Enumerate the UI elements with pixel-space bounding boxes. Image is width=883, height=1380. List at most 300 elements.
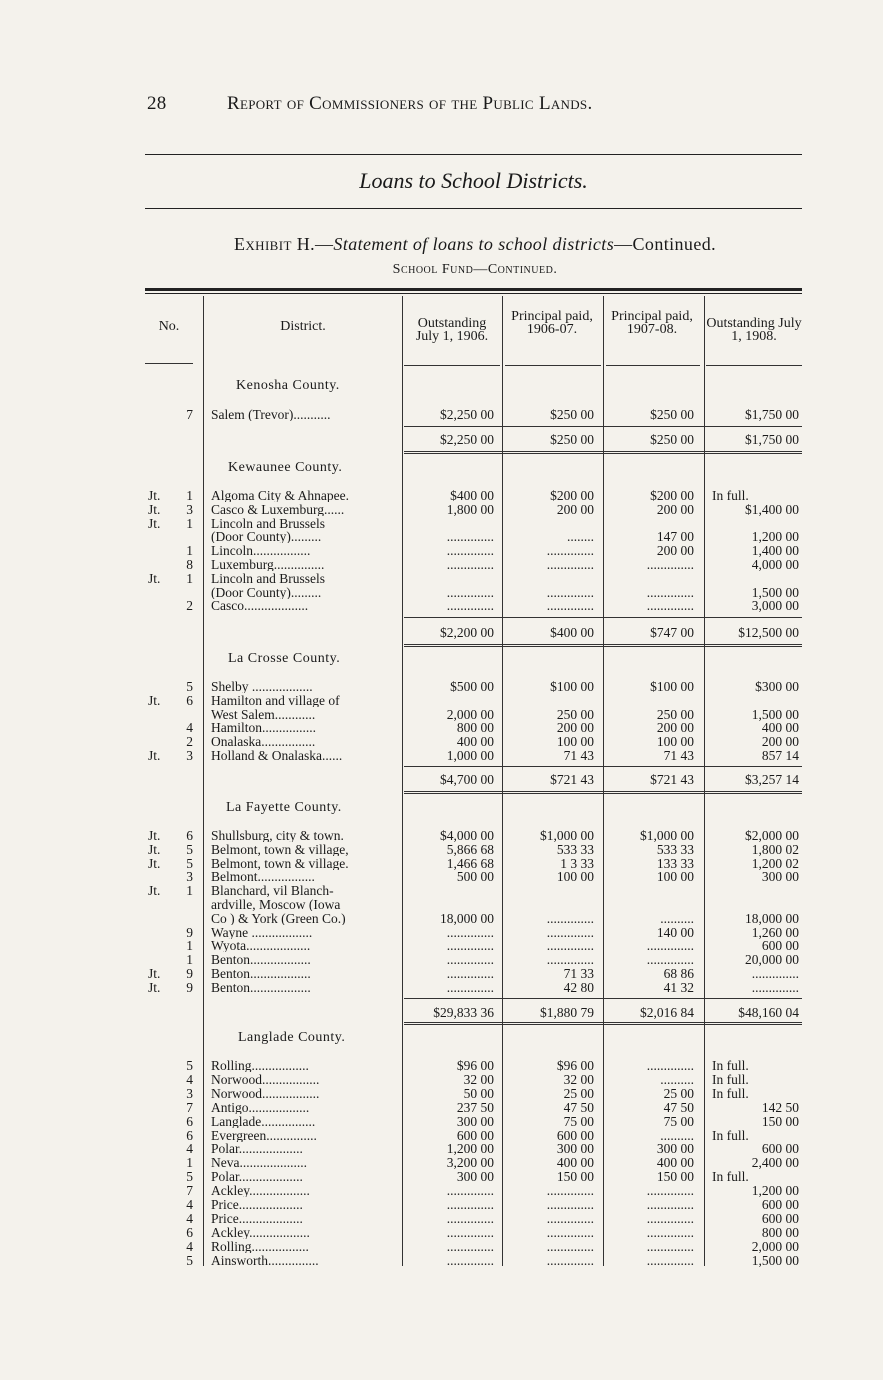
outstanding-1908-cell: 18,000 00 — [745, 910, 799, 926]
outstanding-1906-cell: .............. — [446, 952, 494, 968]
district-name: Evergreen............... — [211, 1128, 317, 1142]
district-name: Benton.................. — [211, 967, 311, 980]
outstanding-1906-cell: $400 00 — [450, 488, 494, 503]
paid-1906-07-cell: 533 33 — [556, 841, 594, 857]
total-cell: $48,160 04 — [738, 1005, 799, 1020]
paid-1907-08-cell: $200 00 — [650, 488, 694, 503]
total-double-rule — [404, 791, 802, 794]
district-number: 7 — [186, 1099, 193, 1115]
district-name: Norwood................. — [211, 1072, 320, 1086]
outstanding-1906-cell: .............. — [446, 979, 494, 995]
district-name: Shullsburg, city & town. — [211, 829, 344, 842]
district-number: 4 — [186, 720, 193, 736]
paid-1906-07-cell: 100 00 — [556, 734, 594, 750]
district-name: Co ) & York (Green Co.) — [211, 911, 346, 925]
outstanding-1906-cell: 400 00 — [456, 734, 494, 750]
county-heading: La Fayette County. — [226, 800, 342, 815]
total-cell: $747 00 — [650, 625, 694, 640]
paid-1906-07-cell: 47 50 — [563, 1099, 594, 1115]
district-name: Hamilton and village of — [211, 693, 340, 707]
district-number: 6 — [186, 1224, 193, 1240]
outstanding-1908-cell: $1,400 00 — [745, 501, 799, 517]
joint-marker: Jt. — [148, 883, 161, 899]
total-cell: $1,880 79 — [540, 1005, 594, 1020]
total-cell: $4,700 00 — [440, 772, 494, 787]
header-district: District. — [280, 319, 326, 334]
paid-1907-08-cell: .............. — [646, 1197, 694, 1212]
header-paid-1906-07: Principal paid, 1906-07. — [511, 309, 593, 337]
paid-1906-07-cell: 100 00 — [556, 869, 594, 885]
paid-1906-07-cell: .............. — [546, 1197, 594, 1212]
paid-1907-08-cell: 200 00 — [656, 543, 694, 559]
district-name: ardville, Moscow (Iowa — [211, 898, 341, 911]
paid-1906-07-cell: $1,000 00 — [540, 828, 594, 843]
paid-1907-08-cell: .............. — [646, 598, 694, 614]
total-double-rule — [404, 644, 802, 647]
sum-rule — [404, 766, 802, 767]
district-number: 5 — [186, 1058, 193, 1073]
outstanding-1906-cell: 500 00 — [456, 869, 494, 885]
outstanding-1906-cell: 32 00 — [463, 1071, 494, 1087]
joint-marker: Jt. — [148, 979, 161, 995]
paid-1906-07-cell: 200 00 — [556, 720, 594, 736]
district-number: 3 — [186, 1085, 193, 1101]
district-number: 1 — [186, 952, 193, 968]
district-number: 4 — [186, 1071, 193, 1087]
district-name: Onalaska................ — [211, 735, 316, 749]
sum-rule — [404, 617, 802, 618]
county-heading: Kenosha County. — [236, 378, 340, 393]
joint-marker: Jt. — [148, 841, 161, 857]
outstanding-1908-cell: $1,750 00 — [745, 407, 799, 422]
district-number: 3 — [186, 869, 193, 885]
district-name: Belmont, town & village, — [211, 842, 349, 856]
outstanding-1908-cell: 2,400 00 — [751, 1155, 799, 1171]
outstanding-1906-cell: 800 00 — [456, 720, 494, 736]
outstanding-1908-cell: 150 00 — [761, 1113, 799, 1129]
outstanding-1908-cell: 800 00 — [761, 1224, 799, 1240]
outstanding-1908-cell: 857 14 — [761, 748, 799, 763]
column-divider — [704, 296, 705, 1266]
exhibit-suffix: —Continued. — [614, 234, 717, 254]
paid-1907-08-cell: .............. — [646, 584, 694, 600]
district-number: 7 — [186, 407, 193, 422]
paid-1907-08-cell: 47 50 — [663, 1099, 694, 1115]
outstanding-1908-cell: $2,000 00 — [745, 828, 799, 843]
paid-1907-08-cell: 200 00 — [656, 501, 694, 517]
district-name: Algoma City & Ahnapee. — [211, 489, 349, 502]
paid-1907-08-cell: 71 43 — [663, 748, 694, 763]
outstanding-1906-cell: .............. — [446, 1210, 494, 1226]
district-number: 1 — [186, 1155, 193, 1171]
total-cell: $721 43 — [650, 772, 694, 787]
outstanding-1906-cell: 1,000 00 — [446, 748, 494, 763]
outstanding-1908-cell: 1,200 00 — [751, 1183, 799, 1199]
district-number: 8 — [186, 557, 193, 572]
outstanding-1908-cell: 1,400 00 — [751, 543, 799, 559]
header-paid-1907-08: Principal paid, 1907-08. — [611, 309, 693, 337]
paid-1906-07-cell: $250 00 — [550, 407, 594, 422]
outstanding-1906-cell: .............. — [446, 1183, 494, 1199]
district-number: 5 — [186, 855, 193, 871]
paid-1906-07-cell: 250 00 — [556, 706, 594, 722]
paid-1907-08-cell: $1,000 00 — [640, 828, 694, 843]
district-number: 4 — [186, 1141, 193, 1157]
district-name: Lincoln and Brussels — [211, 571, 325, 585]
outstanding-1908-cell: 1,500 00 — [751, 1252, 799, 1268]
outstanding-1908-cell: 1,500 00 — [751, 706, 799, 722]
paid-1907-08-cell: $100 00 — [650, 679, 694, 694]
district-name: Salem (Trevor)........... — [211, 408, 331, 421]
outstanding-1908-cell: 1,200 00 — [751, 529, 799, 545]
running-title: Report of Commissioners of the Public Lands. — [227, 93, 593, 114]
section-title: Loans to School Districts. — [359, 168, 588, 193]
paid-1907-08-cell: 300 00 — [656, 1141, 694, 1157]
district-name: Casco................... — [211, 599, 309, 613]
district-name: Antigo.................. — [211, 1100, 310, 1114]
exhibit-label: Exhibit H.— — [233, 234, 334, 254]
paid-1907-08-cell: 133 33 — [656, 855, 694, 871]
paid-1907-08-cell: .............. — [646, 1224, 694, 1240]
paid-1906-07-cell: 300 00 — [556, 1141, 594, 1157]
header-rule-no — [145, 363, 193, 364]
outstanding-1906-cell: .............. — [446, 529, 494, 545]
district-name: (Door County)......... — [211, 530, 322, 544]
paid-1907-08-cell: 100 00 — [656, 734, 694, 750]
joint-marker: Jt. — [148, 501, 161, 517]
district-number: 7 — [186, 1183, 193, 1199]
outstanding-1908-cell: 400 00 — [761, 720, 799, 736]
district-name: Belmont, town & village. — [211, 856, 349, 870]
header-rule-c3 — [606, 365, 700, 366]
paid-1906-07-cell: .............. — [546, 1252, 594, 1268]
paid-1906-07-cell: .............. — [546, 1238, 594, 1254]
outstanding-1908-cell: 600 00 — [761, 1210, 799, 1226]
district-name: Casco & Luxemburg...... — [211, 502, 345, 516]
district-number: 1 — [186, 515, 193, 531]
district-number: 6 — [186, 1127, 193, 1143]
top-rule — [145, 154, 802, 155]
district-name: Benton.................. — [211, 980, 311, 994]
outstanding-1906-cell: .............. — [446, 557, 494, 572]
district-name: Blanchard, vil Blanch- — [211, 884, 334, 898]
fund-subhead: School Fund—Continued. — [392, 262, 558, 277]
outstanding-1906-cell: $96 00 — [456, 1058, 494, 1073]
paid-1907-08-cell: 75 00 — [663, 1113, 694, 1129]
outstanding-1906-cell: 2,000 00 — [446, 706, 494, 722]
header-outstanding-1906: Outstanding July 1, 1906. — [415, 316, 489, 344]
paid-1906-07-cell: .............. — [546, 1224, 594, 1240]
outstanding-1908-cell: .............. — [751, 979, 799, 995]
total-cell: $2,016 84 — [640, 1005, 694, 1020]
paid-1906-07-cell: ........ — [567, 529, 594, 545]
outstanding-1906-cell: $4,000 00 — [440, 828, 494, 843]
joint-marker: Jt. — [148, 570, 161, 586]
district-name: Rolling................. — [211, 1059, 309, 1072]
district-name: Langlade................ — [211, 1114, 316, 1128]
district-name: Hamilton................ — [211, 721, 316, 735]
district-name: Holland & Onalaska...... — [211, 749, 343, 762]
paid-1907-08-cell: .............. — [646, 1058, 694, 1073]
district-number: 9 — [186, 979, 193, 995]
paid-1907-08-cell: .............. — [646, 1183, 694, 1199]
outstanding-1906-cell: 3,200 00 — [446, 1155, 494, 1171]
outstanding-1908-cell: In full. — [712, 1058, 749, 1073]
header-outstanding-1908: Outstanding July 1, 1908. — [706, 316, 802, 344]
outstanding-1906-cell: .............. — [446, 938, 494, 954]
outstanding-1906-cell: $500 00 — [450, 679, 494, 694]
paid-1906-07-cell: $200 00 — [550, 488, 594, 503]
outstanding-1906-cell: 5,866 68 — [446, 841, 494, 857]
joint-marker: Jt. — [148, 828, 161, 843]
paid-1907-08-cell: .......... — [660, 910, 694, 926]
outstanding-1908-cell: 20,000 00 — [745, 952, 799, 968]
district-number: 2 — [186, 734, 193, 750]
district-number: 3 — [186, 748, 193, 763]
outstanding-1906-cell: 237 50 — [456, 1099, 494, 1115]
sum-rule — [404, 426, 802, 427]
district-number: 5 — [186, 1252, 193, 1268]
paid-1906-07-cell: 25 00 — [563, 1085, 594, 1101]
district-number: 9 — [186, 966, 193, 981]
outstanding-1908-cell: 1,260 00 — [751, 924, 799, 940]
header-rule-c4 — [706, 365, 802, 366]
district-name: Lincoln and Brussels — [211, 516, 325, 530]
paid-1907-08-cell: 533 33 — [656, 841, 694, 857]
total-cell: $2,200 00 — [440, 625, 494, 640]
outstanding-1908-cell: 2,000 00 — [751, 1238, 799, 1254]
total-cell: $721 43 — [550, 772, 594, 787]
paid-1907-08-cell: 400 00 — [656, 1155, 694, 1171]
outstanding-1908-cell: $300 00 — [755, 679, 799, 694]
county-heading: Kewaunee County. — [228, 460, 343, 475]
outstanding-1908-cell: .............. — [751, 966, 799, 981]
outstanding-1906-cell: 18,000 00 — [440, 910, 494, 926]
paid-1907-08-cell: .............. — [646, 952, 694, 968]
paid-1906-07-cell: $96 00 — [556, 1058, 594, 1073]
outstanding-1906-cell: 600 00 — [456, 1127, 494, 1143]
outstanding-1906-cell: 300 00 — [456, 1169, 494, 1185]
district-number: 6 — [186, 692, 193, 708]
district-number: 4 — [186, 1197, 193, 1212]
paid-1907-08-cell: .............. — [646, 557, 694, 572]
outstanding-1906-cell: .............. — [446, 584, 494, 600]
joint-marker: Jt. — [148, 515, 161, 531]
district-name: Price................... — [211, 1211, 303, 1225]
outstanding-1908-cell: In full. — [712, 1169, 749, 1185]
paid-1906-07-cell: 1 3 33 — [560, 855, 594, 871]
paid-1907-08-cell: 147 00 — [656, 529, 694, 545]
sum-rule — [404, 998, 802, 999]
outstanding-1908-cell: 600 00 — [761, 938, 799, 954]
district-name: Ackley.................. — [211, 1184, 310, 1198]
header-rule-c2 — [505, 365, 601, 366]
paid-1906-07-cell: .............. — [546, 938, 594, 954]
paid-1906-07-cell: 42 80 — [563, 979, 594, 995]
district-number: 5 — [186, 841, 193, 857]
joint-marker: Jt. — [148, 692, 161, 708]
outstanding-1906-cell: .............. — [446, 1197, 494, 1212]
district-name: Ackley.................. — [211, 1225, 310, 1239]
joint-marker: Jt. — [148, 488, 161, 503]
joint-marker: Jt. — [148, 855, 161, 871]
paid-1907-08-cell: 25 00 — [663, 1085, 694, 1101]
paid-1906-07-cell: .............. — [546, 598, 594, 614]
joint-marker: Jt. — [148, 748, 161, 763]
district-number: 1 — [186, 570, 193, 586]
outstanding-1906-cell: $2,250 00 — [440, 407, 494, 422]
outstanding-1908-cell: In full. — [712, 488, 749, 503]
paid-1906-07-cell: .............. — [546, 910, 594, 926]
header-no: No. — [158, 319, 180, 334]
total-double-rule — [404, 451, 802, 454]
district-name: Norwood................. — [211, 1086, 320, 1100]
outstanding-1908-cell: 600 00 — [761, 1197, 799, 1212]
paid-1906-07-cell: .............. — [546, 1210, 594, 1226]
outstanding-1906-cell: .............. — [446, 1224, 494, 1240]
paid-1906-07-cell: .............. — [546, 543, 594, 559]
district-name: Lincoln................. — [211, 544, 311, 558]
paid-1907-08-cell: 140 00 — [656, 924, 694, 940]
outstanding-1908-cell: 1,800 02 — [751, 841, 799, 857]
paid-1906-07-cell: .............. — [546, 1183, 594, 1199]
column-divider — [203, 296, 204, 1266]
total-cell: $250 00 — [650, 432, 694, 447]
paid-1906-07-cell: 600 00 — [556, 1127, 594, 1143]
district-number: 4 — [186, 1210, 193, 1226]
outstanding-1908-cell: 3,000 00 — [751, 598, 799, 614]
paid-1906-07-cell: 71 33 — [563, 966, 594, 981]
outstanding-1908-cell: 1,500 00 — [751, 584, 799, 600]
district-name: Wyota................... — [211, 939, 311, 953]
table-top-rule — [145, 288, 802, 291]
paid-1906-07-cell: $100 00 — [550, 679, 594, 694]
district-number: 2 — [186, 598, 193, 614]
paid-1907-08-cell: 250 00 — [656, 706, 694, 722]
district-name: Polar................... — [211, 1170, 303, 1184]
district-number: 4 — [186, 1238, 193, 1254]
paid-1907-08-cell: 150 00 — [656, 1169, 694, 1185]
district-name: Belmont................. — [211, 870, 315, 884]
district-name: Rolling................. — [211, 1239, 309, 1253]
paid-1907-08-cell: 68 86 — [663, 966, 694, 981]
district-number: 3 — [186, 501, 193, 517]
paid-1907-08-cell: .............. — [646, 1210, 694, 1226]
outstanding-1906-cell: 1,800 00 — [446, 501, 494, 517]
district-number: 6 — [186, 1113, 193, 1129]
district-name: Ainsworth............... — [211, 1253, 319, 1267]
county-heading: La Crosse County. — [228, 651, 341, 666]
paid-1907-08-cell: .............. — [646, 1238, 694, 1254]
paid-1907-08-cell: 100 00 — [656, 869, 694, 885]
paid-1906-07-cell: .............. — [546, 557, 594, 572]
total-cell: $1,750 00 — [745, 432, 799, 447]
outstanding-1906-cell: .............. — [446, 1252, 494, 1268]
district-number: 1 — [186, 883, 193, 899]
district-name: Neva.................... — [211, 1156, 307, 1170]
paid-1906-07-cell: 32 00 — [563, 1071, 594, 1087]
district-name: Benton.................. — [211, 953, 311, 967]
running-head — [147, 93, 787, 115]
total-cell: $3,257 14 — [745, 772, 799, 787]
paid-1907-08-cell: .............. — [646, 938, 694, 954]
outstanding-1906-cell: .............. — [446, 598, 494, 614]
paid-1906-07-cell: .............. — [546, 924, 594, 940]
paid-1907-08-cell: .............. — [646, 1252, 694, 1268]
outstanding-1906-cell: 1,466 68 — [446, 855, 494, 871]
section-rule — [145, 208, 802, 209]
outstanding-1908-cell: 600 00 — [761, 1141, 799, 1157]
district-name: Wayne .................. — [211, 925, 313, 939]
exhibit-heading — [145, 234, 805, 255]
total-cell: $250 00 — [550, 432, 594, 447]
outstanding-1908-cell: 142 50 — [761, 1099, 799, 1115]
paid-1906-07-cell: .............. — [546, 584, 594, 600]
district-name: Price................... — [211, 1198, 303, 1211]
outstanding-1906-cell: 1,200 00 — [446, 1141, 494, 1157]
page-number: 28 — [147, 93, 167, 114]
exhibit-statement: Statement of loans to school districts — [333, 234, 615, 254]
district-number: 5 — [186, 1169, 193, 1185]
outstanding-1906-cell: .............. — [446, 966, 494, 981]
total-cell: $2,250 00 — [440, 432, 494, 447]
outstanding-1908-cell: 1,200 02 — [751, 855, 799, 871]
paid-1906-07-cell: 200 00 — [556, 501, 594, 517]
paid-1906-07-cell: 71 43 — [563, 748, 594, 763]
outstanding-1906-cell: .............. — [446, 543, 494, 559]
district-name: Polar................... — [211, 1142, 303, 1156]
paid-1907-08-cell: 200 00 — [656, 720, 694, 736]
outstanding-1908-cell: In full. — [712, 1085, 749, 1101]
paid-1906-07-cell: 75 00 — [563, 1113, 594, 1129]
district-number: 1 — [186, 488, 193, 503]
county-heading: Langlade County. — [238, 1030, 346, 1045]
total-cell: $400 00 — [550, 625, 594, 640]
paid-1906-07-cell: .............. — [546, 952, 594, 968]
district-number: 1 — [186, 938, 193, 954]
paid-1906-07-cell: 400 00 — [556, 1155, 594, 1171]
paid-1906-07-cell: 150 00 — [556, 1169, 594, 1185]
outstanding-1908-cell: 4,000 00 — [751, 557, 799, 572]
district-name: (Door County)......... — [211, 585, 322, 599]
joint-marker: Jt. — [148, 966, 161, 981]
total-double-rule — [404, 1022, 802, 1025]
outstanding-1906-cell: 50 00 — [463, 1085, 494, 1101]
outstanding-1906-cell: .............. — [446, 924, 494, 940]
paid-1907-08-cell: .......... — [660, 1071, 694, 1087]
outstanding-1906-cell: .............. — [446, 1238, 494, 1254]
outstanding-1908-cell: In full. — [712, 1071, 749, 1087]
header-rule-c1 — [404, 365, 500, 366]
outstanding-1908-cell: 300 00 — [761, 869, 799, 885]
table-top-rule-thin — [145, 293, 802, 294]
paid-1907-08-cell: .......... — [660, 1127, 694, 1143]
district-number: 5 — [186, 679, 193, 694]
total-cell: $12,500 00 — [738, 625, 799, 640]
district-name: West Salem............ — [211, 707, 316, 721]
district-name: Shelby .................. — [211, 680, 313, 693]
district-number: 6 — [186, 828, 193, 843]
district-number: 1 — [186, 543, 193, 559]
district-name: Luxemburg............... — [211, 558, 325, 571]
paid-1907-08-cell: $250 00 — [650, 407, 694, 422]
total-cell: $29,833 36 — [433, 1005, 494, 1020]
paid-1907-08-cell: 41 32 — [663, 979, 694, 995]
district-number: 9 — [186, 924, 193, 940]
outstanding-1908-cell: 200 00 — [761, 734, 799, 750]
outstanding-1906-cell: 300 00 — [456, 1113, 494, 1129]
outstanding-1908-cell: In full. — [712, 1127, 749, 1143]
